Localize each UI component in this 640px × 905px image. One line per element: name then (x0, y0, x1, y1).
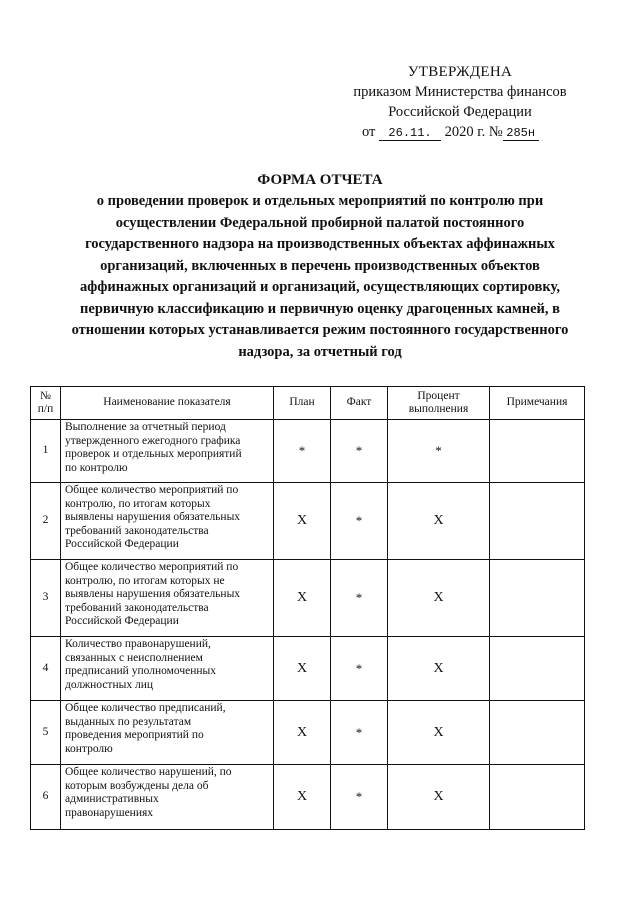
header-num: № п/п (31, 387, 61, 420)
form-subject-line: надзора, за отчетный год (238, 343, 402, 360)
row-num: 6 (31, 765, 61, 830)
approval-year: 2020 г. (444, 124, 486, 140)
row-percent: * (388, 420, 490, 483)
approval-line-2: Российской Федерации (388, 104, 532, 120)
row-num: 3 (31, 560, 61, 637)
row-notes (490, 420, 585, 483)
row-num: 1 (31, 420, 61, 483)
row-notes (490, 701, 585, 765)
row-indicator-name: Количество правонарушений, связанных с неисполнением предписаний уполномоченных должностных лиц (61, 637, 274, 701)
table-row (31, 701, 585, 765)
table-row (31, 765, 585, 830)
row-fact: * (331, 420, 388, 483)
report-table (30, 386, 585, 830)
row-percent: X (388, 483, 490, 560)
row-fact: * (331, 483, 388, 560)
row-num: 5 (31, 701, 61, 765)
row-num: 2 (31, 483, 61, 560)
header-fact: Факт (331, 387, 388, 420)
row-plan: X (274, 483, 331, 560)
table-header-row (31, 387, 585, 420)
form-title-block (40, 172, 600, 363)
form-subject-line: первичную классификацию и первичную оценку драгоценных камней, в (80, 300, 560, 317)
row-percent: X (388, 701, 490, 765)
row-percent: X (388, 765, 490, 830)
row-notes (490, 483, 585, 560)
row-fact: * (331, 765, 388, 830)
approval-date-line (330, 122, 590, 142)
row-plan: X (274, 637, 331, 701)
row-plan: X (274, 701, 331, 765)
row-notes (490, 560, 585, 637)
form-subject-line: организаций, включенных в перечень производственных объектов (100, 257, 540, 274)
approval-from-prefix: от (362, 124, 376, 140)
row-plan: X (274, 765, 331, 830)
approval-stamp (330, 62, 590, 142)
approval-line-1: приказом Министерства финансов (353, 84, 567, 100)
row-notes (490, 637, 585, 701)
row-num: 4 (31, 637, 61, 701)
header-notes: Примечания (490, 387, 585, 420)
approval-date: 26.11. (379, 126, 441, 141)
row-percent: X (388, 637, 490, 701)
row-indicator-name: Общее количество мероприятий по контролю, по итогам которых не выявлены нарушения обязательных требований законодательства Российской Федерации (61, 560, 274, 637)
approval-number-sign: № (488, 124, 503, 140)
table-row (31, 637, 585, 701)
approval-number: 285н (503, 126, 539, 141)
row-fact: * (331, 560, 388, 637)
table-row (31, 560, 585, 637)
header-name: Наименование показателя (61, 387, 274, 420)
table-row (31, 420, 585, 483)
row-plan: X (274, 560, 331, 637)
form-subject-line: осуществлении Федеральной пробирной палатой постоянного (115, 214, 525, 231)
row-fact: * (331, 637, 388, 701)
approval-header: УТВЕРЖДЕНА (407, 64, 513, 80)
row-indicator-name: Общее количество предписаний, выданных по результатам проведения мероприятий по контролю (61, 701, 274, 765)
form-title: ФОРМА ОТЧЕТА (257, 172, 383, 188)
header-percent: Процент выполнения (388, 387, 490, 420)
form-subject-line: о проведении проверок и отдельных мероприятий по контролю при (96, 193, 544, 209)
row-percent: X (388, 560, 490, 637)
row-indicator-name: Выполнение за отчетный период утвержденного ежегодного графика проверок и отдельных мероприятий по контролю (61, 420, 274, 483)
row-notes (490, 765, 585, 830)
table-row (31, 483, 585, 560)
row-indicator-name: Общее количество нарушений, по которым возбуждены дела об административных правонарушениях (61, 765, 274, 830)
row-indicator-name: Общее количество мероприятий по контролю, по итогам которых выявлены нарушения обязательных требований законодательства Российской Федерации (61, 483, 274, 560)
header-plan: План (274, 387, 331, 420)
row-fact: * (331, 701, 388, 765)
form-subject-line: отношении которых устанавливается режим постоянного государственного (71, 322, 569, 338)
form-subject-line: аффинажных организаций и организаций, осуществляющих сортировку, (80, 279, 560, 295)
row-plan: * (274, 420, 331, 483)
form-subject-line: государственного надзора на производственных объектах аффинажных (85, 236, 555, 252)
